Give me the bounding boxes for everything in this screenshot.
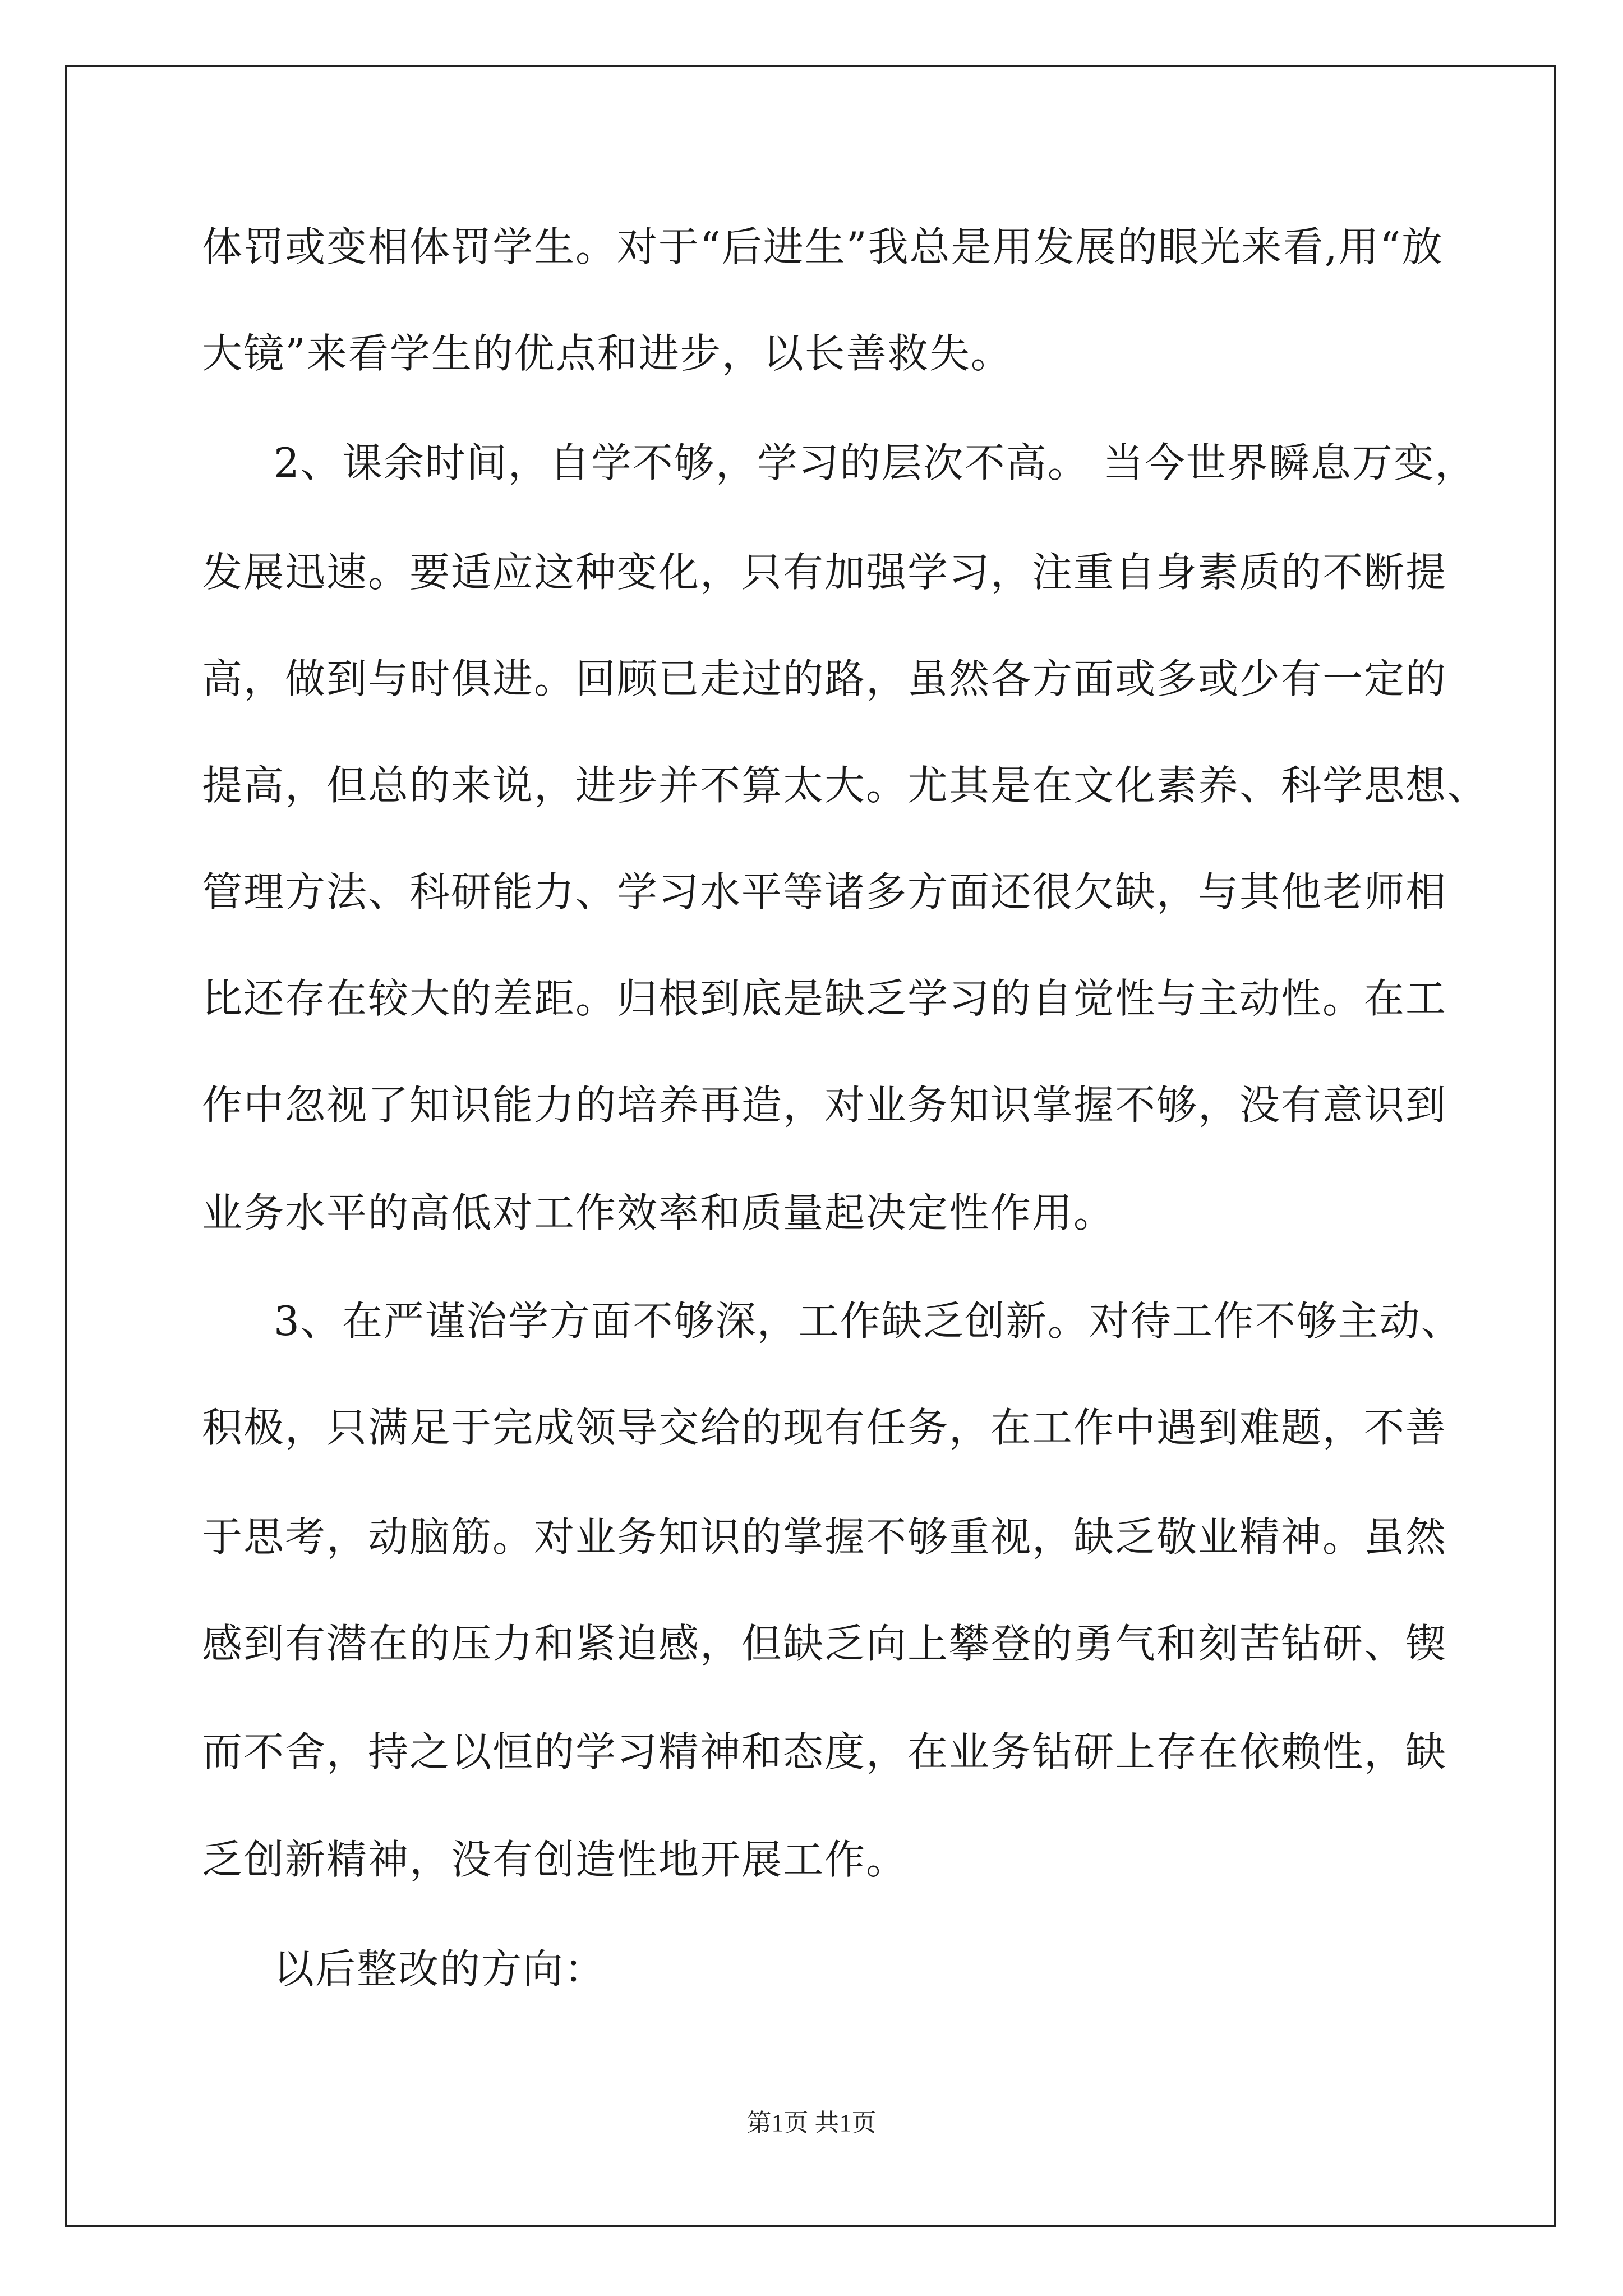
paragraph-2-first-line: 2、课余时间，自学不够，学习的层次不高。 当今世界瞬息万变， xyxy=(274,439,1477,486)
page-border xyxy=(65,65,1556,2227)
text-line: 提高，但总的来说，进步并不算太大。尤其是在文化素养、科学思想、 xyxy=(202,762,1489,809)
text-line: 作中忽视了知识能力的培养再造，对业务知识掌握不够，没有意识到 xyxy=(202,1082,1447,1129)
text-line: 管理方法、科研能力、学习水平等诸多方面还很欠缺，与其他老师相 xyxy=(202,868,1447,915)
text-line: 乏创新精神，没有创造性地开展工作。 xyxy=(202,1836,908,1883)
page-footer: 第1页 共1页 xyxy=(746,2109,877,2137)
text-line: 感到有潜在的压力和紧迫感，但缺乏向上攀登的勇气和刻苦钻研、锲 xyxy=(202,1620,1447,1667)
text-line: 发展迅速。要适应这种变化，只有加强学习，注重自身素质的不断提 xyxy=(202,549,1447,596)
text-line: 于思考，动脑筋。对业务知识的掌握不够重视，缺乏敬业精神。虽然 xyxy=(202,1513,1447,1561)
text-line: 体罚或变相体罚学生。对于“后进生”我总是用发展的眼光来看,用“放 xyxy=(202,223,1444,270)
section-heading: 以后整改的方向： xyxy=(274,1945,606,1993)
text-line: 比还存在较大的差距。归根到底是缺乏学习的自觉性与主动性。在工 xyxy=(202,975,1447,1022)
text-line: 积极，只满足于完成领导交给的现有任务，在工作中遇到难题，不善 xyxy=(202,1404,1447,1451)
text-line: 大镜”来看学生的优点和进步，以长善救失。 xyxy=(202,330,1012,377)
text-line: 而不舍，持之以恒的学习精神和态度，在业务钻研上存在依赖性，缺 xyxy=(202,1728,1447,1775)
text-line: 业务水平的高低对工作效率和质量起决定性作用。 xyxy=(202,1189,1115,1236)
paragraph-3-first-line: 3、在严谨治学方面不够深，工作缺乏创新。对待工作不够主动、 xyxy=(274,1297,1463,1345)
text-line: 高，做到与时俱进。回顾已走过的路，虽然各方面或多或少有一定的 xyxy=(202,655,1447,702)
